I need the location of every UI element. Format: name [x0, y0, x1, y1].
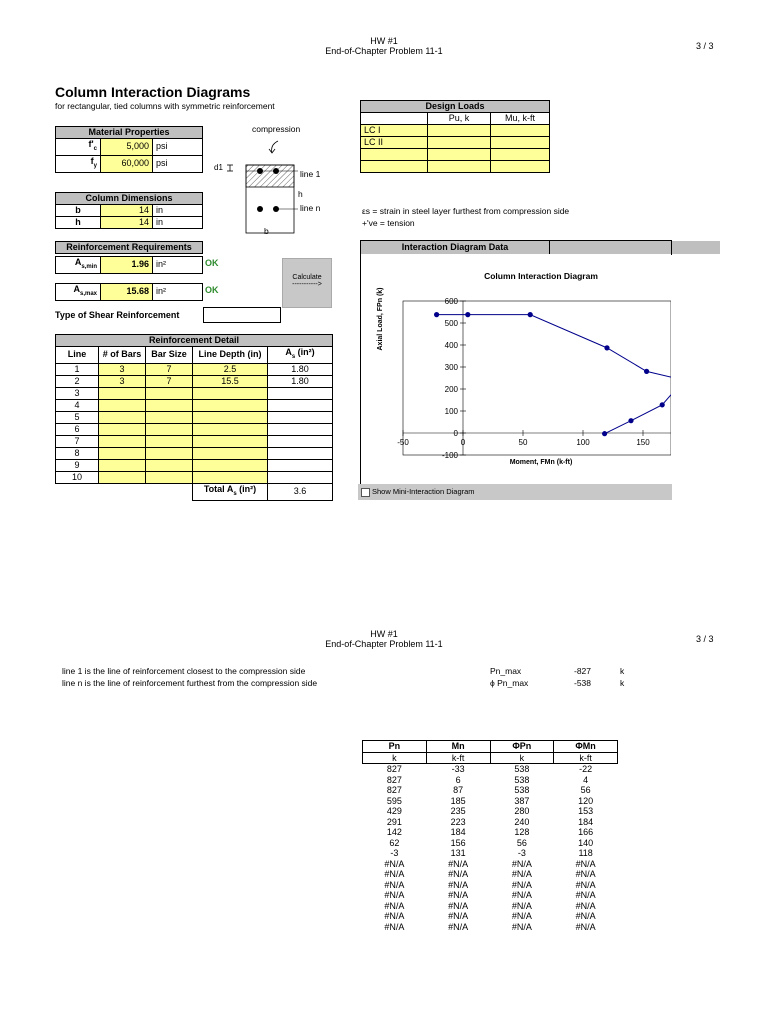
as-cell	[268, 387, 333, 399]
load-case-cell[interactable]: LC II	[361, 137, 428, 149]
interaction-header: Interaction Diagram Data	[401, 242, 509, 252]
data-cell: 166	[578, 827, 594, 837]
data-cell: 131	[450, 848, 466, 858]
line-number-cell: 4	[56, 399, 99, 411]
x-axis-label: Moment, FMn (k-ft)	[509, 459, 573, 466]
reinf-input-cell[interactable]	[99, 399, 146, 411]
data-cell: 538	[514, 785, 530, 795]
y-tick-label: 500	[444, 319, 458, 328]
pnmax-value: -827	[574, 666, 592, 676]
total-as-value: 3.6	[268, 483, 333, 500]
line-number-cell: 8	[56, 447, 99, 459]
data-cell: 6	[455, 774, 461, 785]
data-point	[602, 431, 607, 436]
data-cell: 118	[578, 848, 593, 858]
shear-input[interactable]	[203, 307, 281, 323]
table-row	[363, 911, 618, 922]
reinf-input-cell[interactable]	[193, 447, 268, 459]
b-label: b	[56, 205, 101, 217]
table-row	[361, 161, 550, 173]
line-number-cell: 2	[56, 375, 99, 387]
y-tick-label: 100	[444, 407, 458, 416]
x-tick-label: 100	[576, 438, 590, 447]
sketch-d1-label: d1	[214, 163, 223, 172]
reinf-input-cell[interactable]	[99, 423, 146, 435]
asmin-value: 1.96	[101, 257, 153, 274]
as-cell	[268, 411, 333, 423]
calculate-arrow: ----------->	[292, 281, 322, 288]
reinf-input-cell[interactable]	[99, 435, 146, 447]
show-mini-label: Show Mini-Interaction Diagram	[372, 487, 475, 496]
table-row	[361, 149, 550, 161]
hw-label: HW #1	[370, 36, 398, 46]
design-loads-header: Design Loads	[361, 101, 550, 113]
data-cell: #N/A	[511, 869, 532, 879]
reinf-input-cell[interactable]	[99, 459, 146, 471]
as-cell	[268, 435, 333, 447]
phipnmax-unit: k	[620, 678, 625, 688]
reinf-input-cell[interactable]	[146, 387, 193, 399]
data-cell: #N/A	[511, 890, 532, 900]
data-cell: 184	[450, 827, 466, 837]
as-cell	[268, 423, 333, 435]
col-size: Bar Size	[146, 347, 193, 364]
material-properties-table	[55, 126, 203, 173]
table-row	[56, 435, 333, 447]
series-group	[434, 312, 671, 436]
load-input-cell[interactable]	[491, 161, 550, 173]
data-cell: 87	[453, 785, 464, 795]
line-number-cell: 7	[56, 435, 99, 447]
data-cell: -3	[517, 848, 526, 858]
line-number-cell: 1	[56, 363, 99, 375]
table-row	[56, 387, 333, 399]
as-cell	[268, 399, 333, 411]
line-number-cell: 10	[56, 471, 99, 483]
data-point	[644, 369, 649, 374]
table-row	[56, 447, 333, 459]
reinf-req-header: Reinforcement Requirements	[56, 242, 203, 254]
reinf-input-cell[interactable]	[99, 447, 146, 459]
data-point	[528, 312, 533, 317]
page-header	[284, 36, 484, 56]
table-row	[363, 890, 618, 901]
reinf-input-cell[interactable]	[99, 387, 146, 399]
load-case-cell[interactable]: LC I	[361, 125, 428, 137]
data-cell: #N/A	[384, 879, 405, 890]
data-cell: 429	[386, 806, 402, 816]
y-tick-label: 600	[444, 297, 458, 306]
data-cell: #N/A	[448, 900, 469, 911]
data-cell: 184	[578, 816, 594, 827]
reinf-input-cell[interactable]	[99, 471, 146, 483]
reinf-input-cell[interactable]: 15.5	[193, 375, 268, 387]
reinf-input-cell[interactable]	[146, 459, 193, 471]
loads-col-mu: Mu, k-ft	[491, 113, 550, 125]
data-cell: #N/A	[575, 911, 596, 921]
table-row	[56, 423, 333, 435]
problem2-label: End-of-Chapter Problem 11-1	[325, 639, 443, 649]
data-cell: 4	[583, 774, 589, 785]
data-cell: #N/A	[511, 879, 532, 890]
data-cell: #N/A	[384, 890, 405, 900]
table-row	[363, 880, 618, 891]
data-cell: 240	[514, 816, 530, 827]
load-input-cell[interactable]	[491, 149, 550, 161]
asmin-unit: in²	[153, 257, 203, 274]
table-row	[363, 901, 618, 912]
dt-unit-phimn: k-ft	[554, 752, 618, 764]
fy-unit: psi	[153, 155, 203, 172]
data-cell: #N/A	[575, 890, 596, 900]
page-title: Column Interaction Diagrams	[55, 84, 251, 100]
fy-label: $f_y$	[56, 155, 101, 172]
reinf-input-cell[interactable]	[193, 399, 268, 411]
load-input-cell[interactable]	[491, 125, 550, 137]
plot-border	[403, 301, 671, 455]
loads-col-pu: Pu, k	[428, 113, 491, 125]
table-row	[56, 375, 333, 387]
data-cell: 62	[389, 837, 400, 848]
as-cell	[268, 447, 333, 459]
load-input-cell[interactable]	[428, 161, 491, 173]
col-bars: # of Bars	[99, 347, 146, 364]
hw2-label: HW #1	[370, 629, 398, 639]
table-row	[363, 806, 618, 817]
asmax-status: OK	[205, 285, 219, 295]
data-cell: 153	[578, 806, 594, 816]
data-cell: #N/A	[384, 869, 405, 879]
show-mini-checkbox[interactable]	[361, 488, 370, 497]
data-point	[465, 312, 470, 317]
dt-unit-phipn: k	[490, 752, 554, 764]
table-row	[363, 785, 618, 796]
data-cell: #N/A	[448, 869, 469, 879]
asmin-table	[55, 256, 203, 274]
line-number-cell: 6	[56, 423, 99, 435]
sketch-line1-label: line 1	[300, 169, 321, 179]
load-case-cell[interactable]	[361, 149, 428, 161]
note-line1: line 1 is the line of reinforcement closest to the compression side	[62, 666, 306, 676]
data-cell: 235	[450, 806, 466, 816]
sketch-h-label: h	[298, 189, 303, 199]
reinf-input-cell[interactable]: 2.5	[193, 363, 268, 375]
table-row	[363, 817, 618, 828]
reinf-input-cell[interactable]	[146, 435, 193, 447]
chart-title: Column Interaction Diagram	[484, 271, 598, 281]
dimensions-header: Column Dimensions	[56, 193, 203, 205]
load-case-cell[interactable]	[361, 161, 428, 173]
load-input-cell[interactable]	[428, 125, 491, 137]
data-cell: 280	[514, 806, 530, 816]
interaction-header-bar	[360, 240, 672, 255]
mini-diagram-bar	[358, 484, 672, 500]
data-point	[628, 418, 633, 423]
b-unit: in	[153, 205, 203, 217]
load-input-cell[interactable]	[491, 137, 550, 149]
fy-input[interactable]: 60,000	[101, 155, 153, 172]
reinf-input-cell[interactable]	[193, 411, 268, 423]
data-cell: 185	[450, 795, 466, 806]
loads-col-blank	[361, 113, 428, 125]
dt-header-phipn: ΦPn	[490, 741, 554, 753]
y-tick-label: -100	[441, 451, 458, 460]
table-row	[56, 363, 333, 375]
asmax-table	[55, 283, 203, 301]
data-cell: 538	[514, 764, 530, 774]
reinf-input-cell[interactable]	[146, 399, 193, 411]
reinf-input-cell[interactable]	[146, 423, 193, 435]
page2-header	[284, 629, 484, 649]
data-cell: 56	[516, 837, 527, 848]
phipnmax-label: ϕ Pn_max	[490, 678, 529, 688]
data-cell: #N/A	[448, 879, 469, 890]
data-cell: 827	[386, 774, 402, 785]
page-number: 3 / 3	[696, 41, 714, 51]
interaction-chart	[361, 254, 671, 484]
b-input[interactable]: 14	[101, 205, 153, 217]
tension-note: +'ve = tension	[362, 218, 415, 228]
x-tick-label: -50	[397, 438, 409, 447]
h-label: h	[56, 217, 101, 229]
data-cell: #N/A	[575, 921, 596, 932]
compression-arrow-icon	[272, 141, 278, 153]
reinf-input-cell[interactable]: 7	[146, 363, 193, 375]
table-row	[363, 869, 618, 880]
reinf-input-cell[interactable]: 7	[146, 375, 193, 387]
dt-header-phimn: ΦMn	[554, 741, 618, 753]
fc-input[interactable]: 5,000	[101, 139, 153, 156]
data-cell: 140	[578, 837, 594, 848]
data-point	[660, 402, 665, 407]
series-line	[437, 315, 671, 434]
note-linen: line n is the line of reinforcement furthest from the compression side	[62, 678, 318, 688]
table-row	[56, 399, 333, 411]
reinf-input-cell[interactable]: 3	[99, 375, 146, 387]
col-as: $A_s$ (in²)	[268, 347, 333, 364]
column-dimensions-table	[55, 192, 203, 229]
data-cell: #N/A	[384, 858, 405, 869]
data-cell: -3	[390, 848, 399, 858]
data-cell: #N/A	[448, 858, 469, 869]
data-point	[604, 345, 609, 350]
column-section-sketch	[210, 135, 340, 240]
reinf-input-cell[interactable]	[193, 387, 268, 399]
table-row	[363, 838, 618, 849]
data-cell: 128	[514, 827, 530, 837]
pnmax-unit: k	[620, 666, 625, 676]
sketch-b-label: b	[264, 226, 269, 236]
data-cell: 291	[386, 816, 402, 827]
dt-header-mn: Mn	[426, 741, 490, 753]
asmax-value: 15.68	[101, 284, 153, 301]
chart-area	[360, 254, 671, 484]
reinf-input-cell[interactable]: 3	[99, 363, 146, 375]
data-cell: #N/A	[384, 911, 405, 921]
data-cell: #N/A	[448, 890, 469, 900]
pnmax-label: Pn_max	[490, 666, 522, 676]
data-cell: #N/A	[511, 921, 532, 932]
dt-header-pn: Pn	[363, 741, 427, 753]
table-row	[363, 859, 618, 870]
data-cell: #N/A	[511, 911, 532, 921]
y-axis-label: Axial Load, FPn (k)	[377, 287, 384, 351]
x-tick-label: 0	[460, 438, 466, 447]
asmax-unit: in²	[153, 284, 203, 301]
as-cell: 1.80	[268, 363, 333, 375]
reinf-input-cell[interactable]	[146, 471, 193, 483]
data-cell: 827	[386, 764, 402, 774]
data-cell: 387	[514, 795, 530, 806]
data-cell: #N/A	[575, 879, 596, 890]
data-cell: #N/A	[575, 900, 596, 911]
reinf-input-cell[interactable]	[146, 411, 193, 423]
calculate-button[interactable]	[282, 258, 332, 308]
as-cell	[268, 471, 333, 483]
sketch-compression-label: compression	[252, 124, 301, 134]
data-cell: #N/A	[448, 921, 469, 932]
dt-unit-pn: k	[363, 752, 427, 764]
eps-note: εs = strain in steel layer furthest from compression side	[362, 206, 570, 216]
data-cell: #N/A	[575, 869, 596, 879]
table-row	[363, 764, 618, 775]
table-row	[361, 137, 550, 149]
reinf-input-cell[interactable]	[193, 459, 268, 471]
data-cell: #N/A	[511, 858, 532, 869]
sketch-linen-label: line n	[300, 203, 321, 213]
calculate-label: Calculate	[292, 274, 322, 281]
reinf-input-cell[interactable]	[146, 447, 193, 459]
y-tick-label: 400	[444, 341, 458, 350]
data-cell: #N/A	[384, 900, 405, 911]
reinforcement-detail-table	[55, 334, 333, 501]
total-as-label: Total $A_s$ (in²)	[193, 483, 268, 500]
as-cell: 1.80	[268, 375, 333, 387]
h-input[interactable]: 14	[101, 217, 153, 229]
table-row	[56, 459, 333, 471]
table-row	[363, 848, 618, 859]
reinf-detail-header: Reinforcement Detail	[56, 335, 333, 347]
line-number-cell: 3	[56, 387, 99, 399]
table-row	[56, 471, 333, 483]
col-depth: Line Depth (in)	[193, 347, 268, 364]
table-row	[363, 922, 618, 933]
data-cell: 120	[578, 795, 594, 806]
bar-dot	[257, 206, 263, 212]
table-row	[363, 827, 618, 838]
fc-unit: psi	[153, 139, 203, 156]
data-cell: -33	[451, 764, 465, 774]
data-cell: #N/A	[384, 921, 405, 932]
h-unit: in	[153, 217, 203, 229]
data-cell: 56	[580, 785, 591, 795]
reinforcement-requirements-header-table	[55, 241, 203, 254]
asmin-label: $A_{s,min}$	[56, 257, 101, 274]
as-cell	[268, 459, 333, 471]
data-cell: 142	[386, 827, 402, 837]
data-cell: 538	[514, 774, 530, 785]
fc-label: $f'_c$	[56, 139, 101, 156]
asmin-status: OK	[205, 258, 219, 268]
data-cell: -22	[579, 764, 593, 774]
data-cell: #N/A	[448, 911, 469, 921]
page-subtitle: for rectangular, tied columns with symmetric reinforcement	[55, 101, 275, 111]
phipnmax-value: -538	[574, 678, 592, 688]
data-cell: 827	[386, 785, 402, 795]
y-tick-label: 0	[453, 429, 458, 438]
line-number-cell: 9	[56, 459, 99, 471]
data-cell: #N/A	[511, 900, 532, 911]
x-tick-label: 50	[518, 438, 528, 447]
data-point	[434, 312, 439, 317]
reinf-input-cell[interactable]	[99, 411, 146, 423]
asmax-label: $A_{s,max}$	[56, 284, 101, 301]
compression-zone-hatch	[246, 165, 294, 187]
reinf-input-cell[interactable]	[193, 471, 268, 483]
scroll-strip	[672, 241, 720, 254]
y-tick-label: 300	[444, 363, 458, 372]
material-header: Material Properties	[56, 127, 203, 139]
page2-number: 3 / 3	[696, 634, 714, 644]
shear-label: Type of Shear Reinforcement	[55, 310, 180, 320]
reinf-input-cell[interactable]	[193, 423, 268, 435]
table-row	[361, 125, 550, 137]
problem-label: End-of-Chapter Problem 11-1	[325, 46, 443, 56]
interaction-data-table	[362, 740, 618, 932]
table-row	[363, 796, 618, 807]
design-loads-table	[360, 100, 550, 173]
y-tick-label: 200	[444, 385, 458, 394]
table-row	[56, 411, 333, 423]
x-tick-label: 150	[636, 438, 650, 447]
line-number-cell: 5	[56, 411, 99, 423]
data-cell: 223	[450, 816, 466, 827]
col-line: Line	[56, 347, 99, 364]
dt-unit-mn: k-ft	[426, 752, 490, 764]
load-input-cell[interactable]	[428, 149, 491, 161]
reinf-input-cell[interactable]	[193, 435, 268, 447]
data-cell: #N/A	[575, 858, 596, 869]
table-row	[363, 775, 618, 786]
load-input-cell[interactable]	[428, 137, 491, 149]
data-cell: 595	[386, 795, 402, 806]
data-cell: 156	[450, 837, 466, 848]
